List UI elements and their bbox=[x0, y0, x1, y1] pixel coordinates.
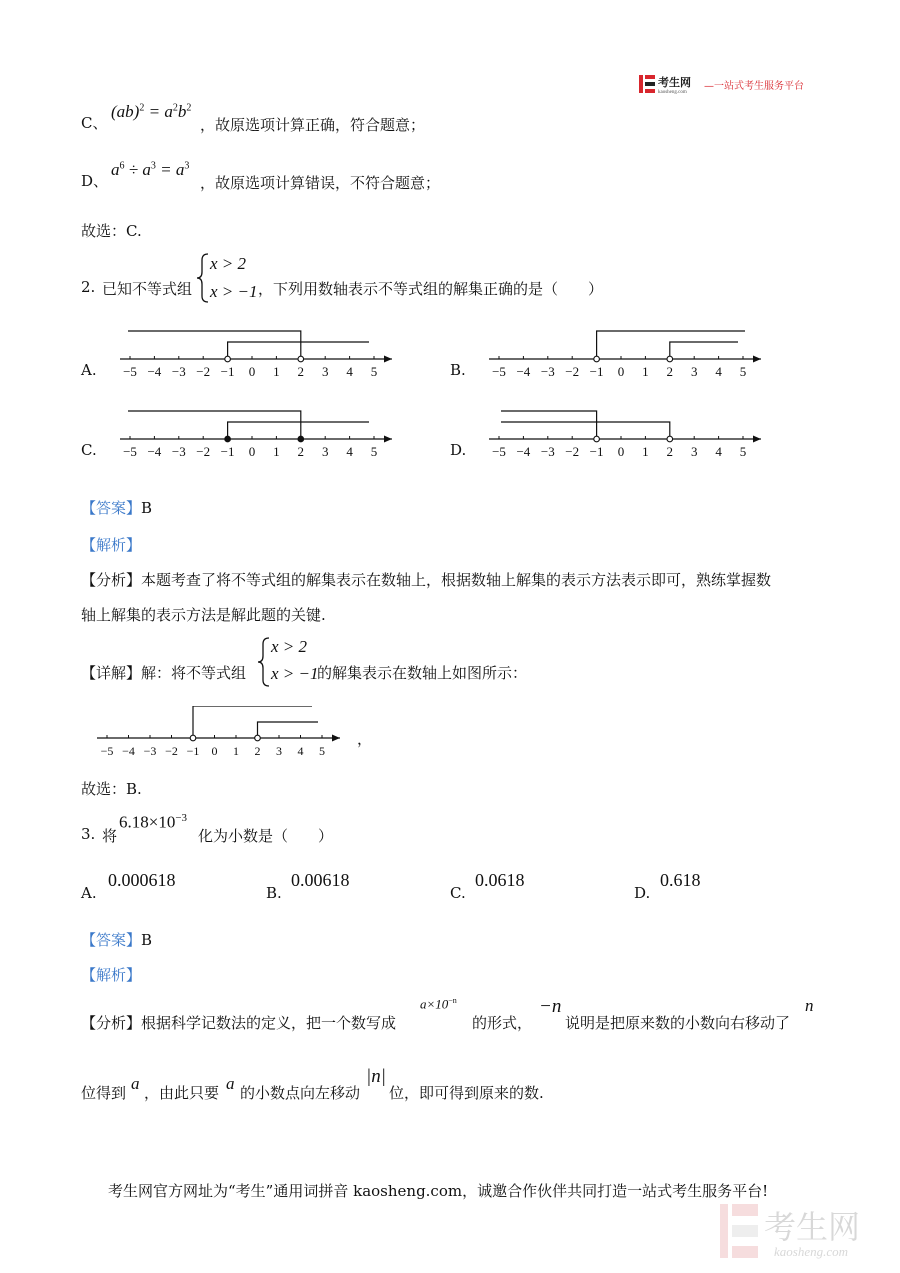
tick-label: 5 bbox=[739, 364, 747, 379]
tick-label: −2 bbox=[196, 364, 211, 379]
tick-label: −3 bbox=[143, 744, 157, 758]
endpoint-dot bbox=[225, 436, 231, 442]
tick-label: 3 bbox=[690, 364, 698, 379]
option-c-text: ，故原选项计算正确，符合题意； bbox=[200, 116, 426, 134]
q2-fenxi-text: 本题考查了将不等式组的解集表示在数轴上，根据数轴上解集的表示方法表示即可，熟练掌握数 bbox=[141, 571, 772, 589]
option-d-text: ，故原选项计算错误，不符合题意； bbox=[200, 174, 441, 192]
q2-option-a-label: A. bbox=[81, 361, 97, 379]
q2-detail-ineq2: x > −1 bbox=[271, 664, 319, 683]
tick-label: 2 bbox=[254, 744, 261, 758]
tick-label: 3 bbox=[321, 364, 329, 379]
q3-fenxi-form-text: a×10 bbox=[420, 996, 449, 1012]
tick-label: 4 bbox=[297, 744, 304, 758]
tick-label: −5 bbox=[492, 364, 506, 379]
q2-detail-line bbox=[81, 662, 246, 683]
q2-option-d-label: D. bbox=[450, 441, 467, 459]
tick-label: −1 bbox=[589, 444, 604, 459]
endpoint-dot bbox=[594, 436, 600, 442]
q2-choose: 故选：B. bbox=[81, 780, 142, 798]
q3-option-c-label: C. bbox=[450, 884, 466, 902]
q3-option-b-value: 0.00618 bbox=[291, 870, 350, 890]
tick-label: −3 bbox=[171, 364, 186, 379]
axis-arrow bbox=[384, 356, 392, 363]
q3-answer-tag: 【答案】 bbox=[81, 931, 142, 949]
q2-detail-tag: 【详解】 bbox=[81, 664, 142, 682]
tick-label: 1 bbox=[642, 444, 649, 459]
tick-label: 2 bbox=[666, 444, 674, 459]
q3-fenxi-form bbox=[420, 996, 457, 1012]
q3-expr-exp: −3 bbox=[175, 812, 188, 824]
tick-label: 4 bbox=[346, 364, 353, 379]
footer-text: 考生网官方网址为“考生”通用词拼音 kaosheng.com，诚邀合作伙伴共同打造一站式考生服务平台! bbox=[108, 1182, 769, 1200]
tick-label: 0 bbox=[617, 444, 625, 459]
solution-ray bbox=[501, 422, 670, 439]
q3-fenxi-n: n bbox=[805, 996, 814, 1015]
axis-arrow bbox=[332, 735, 340, 742]
q3-stem-pre: 将 bbox=[102, 827, 118, 845]
tick-label: 0 bbox=[617, 364, 625, 379]
q3-expression bbox=[119, 812, 187, 833]
q3-answer-line bbox=[81, 929, 152, 950]
q2-stem-pre: 已知不等式组 bbox=[102, 280, 193, 298]
watermark bbox=[718, 1200, 888, 1262]
solution-ray bbox=[258, 722, 319, 738]
svg-text:考生网: 考生网 bbox=[658, 77, 691, 89]
endpoint-dot bbox=[594, 356, 600, 362]
tick-label: −1 bbox=[186, 744, 200, 758]
tick-label: −2 bbox=[196, 444, 211, 459]
tick-label: 5 bbox=[370, 444, 378, 459]
tick-label: −4 bbox=[147, 444, 162, 459]
q3-option-a-value: 0.000618 bbox=[108, 870, 176, 890]
q2-detail-ineq1: x > 2 bbox=[271, 637, 308, 656]
q2-option-c-label: C. bbox=[81, 441, 97, 459]
svg-text:kaosheng.com: kaosheng.com bbox=[774, 1244, 849, 1259]
tick-label: 3 bbox=[690, 444, 698, 459]
header-slogan bbox=[704, 77, 804, 92]
solution-ray bbox=[228, 422, 369, 439]
q2-fenxi-text2: 轴上解集的表示方法是解此题的关键. bbox=[81, 606, 326, 624]
tick-label: −5 bbox=[123, 364, 137, 379]
q3-option-a-label: A. bbox=[81, 884, 97, 902]
prev-choose: 故选：C. bbox=[81, 222, 142, 240]
q2-ineq1: x > 2 bbox=[210, 254, 247, 273]
tick-label: −5 bbox=[492, 444, 506, 459]
q3-answer: B bbox=[141, 931, 153, 949]
q2-answer-tag: 【答案】 bbox=[81, 499, 142, 517]
endpoint-dot bbox=[667, 356, 673, 362]
q2-ineq2: x > −1 bbox=[210, 282, 258, 301]
tick-label: −4 bbox=[147, 364, 162, 379]
q3-fenxi-1: 根据科学记数法的定义，把一个数写成 bbox=[141, 1014, 397, 1032]
option-d-formula: $a^6 \div a^3 = a^3$ bbox=[111, 160, 190, 179]
axis-arrow bbox=[384, 436, 392, 443]
tick-label: 3 bbox=[321, 444, 329, 459]
q3-option-b-label: B. bbox=[266, 884, 282, 902]
option-c-formula: $(ab)^2 = a^2b^2$ bbox=[111, 102, 192, 121]
solution-ray bbox=[128, 411, 301, 439]
q3-line2-3: 的小数点向左移动 bbox=[240, 1084, 361, 1102]
tick-label: −5 bbox=[100, 744, 114, 758]
q2-option-b-label: B. bbox=[450, 361, 466, 379]
endpoint-dot bbox=[298, 436, 304, 442]
q3-fenxi-2: 的形式， bbox=[472, 1014, 533, 1032]
tick-label: 2 bbox=[297, 364, 305, 379]
q2-stem-post: ，下列用数轴表示不等式组的解集正确的是（ ） bbox=[258, 280, 604, 298]
number-line-a bbox=[112, 324, 397, 380]
tick-label: −5 bbox=[123, 444, 137, 459]
tick-label: 4 bbox=[346, 444, 353, 459]
logo-icon bbox=[639, 73, 705, 95]
tick-label: −3 bbox=[171, 444, 186, 459]
tick-label: −3 bbox=[540, 364, 555, 379]
solution-ray bbox=[597, 331, 745, 359]
option-c-line bbox=[81, 112, 107, 133]
tick-label: 5 bbox=[370, 364, 378, 379]
tick-label: 1 bbox=[642, 364, 649, 379]
number-line-b bbox=[481, 324, 766, 380]
tick-label: 1 bbox=[233, 744, 239, 758]
endpoint-dot bbox=[298, 356, 304, 362]
tick-label: −4 bbox=[516, 444, 531, 459]
q2-detail-post: 的解集表示在数轴上如图所示： bbox=[317, 664, 528, 682]
q3-option-c-value: 0.0618 bbox=[475, 870, 525, 890]
q2-detail-brace bbox=[257, 636, 271, 688]
q2-brace bbox=[196, 252, 210, 304]
tick-label: 5 bbox=[739, 444, 747, 459]
q3-line2-a: a bbox=[131, 1074, 140, 1093]
number-line-detail bbox=[90, 706, 352, 762]
tick-label: −1 bbox=[220, 364, 235, 379]
tick-label: 0 bbox=[211, 744, 218, 758]
number-line-d bbox=[481, 404, 766, 460]
tick-label: −3 bbox=[540, 444, 555, 459]
q3-line2-a2: a bbox=[226, 1074, 235, 1093]
q3-fenxi-neg-n: −n bbox=[539, 996, 562, 1017]
svg-text:kaosheng.com: kaosheng.com bbox=[658, 90, 687, 95]
tick-label: 3 bbox=[276, 744, 282, 758]
q3-number: 3. bbox=[81, 825, 96, 843]
axis-arrow bbox=[753, 356, 761, 363]
q3-analysis-tag: 【解析】 bbox=[81, 966, 142, 984]
option-d-label: D、 bbox=[81, 172, 109, 190]
endpoint-dot bbox=[255, 735, 261, 741]
q3-fenxi-form-exp: −n bbox=[448, 996, 457, 1005]
q3-fenxi-3: 说明是把原来数的小数向右移动了 bbox=[565, 1014, 791, 1032]
solution-ray bbox=[501, 411, 597, 439]
svg-text:考生网: 考生网 bbox=[764, 1209, 861, 1245]
tick-label: 1 bbox=[273, 364, 280, 379]
solution-ray bbox=[670, 342, 738, 359]
q3-option-d-label: D. bbox=[634, 884, 651, 902]
q3-expr: 6.18×10 bbox=[119, 812, 176, 832]
q3-fenxi-tag: 【分析】 bbox=[81, 1014, 142, 1032]
solution-ray bbox=[228, 342, 369, 359]
tick-label: 4 bbox=[715, 364, 722, 379]
q3-line2-2: ，由此只要 bbox=[144, 1084, 220, 1102]
tick-label: −2 bbox=[565, 364, 580, 379]
tick-label: 2 bbox=[666, 364, 674, 379]
slogan-text: 一站式考生服务平台 bbox=[714, 81, 804, 92]
tick-label: −1 bbox=[220, 444, 235, 459]
q3-option-d-value: 0.618 bbox=[660, 870, 701, 890]
q3-stem-post: 化为小数是（ ） bbox=[198, 827, 334, 845]
endpoint-dot bbox=[225, 356, 231, 362]
q3-line2-4: 位，即可得到原来的数. bbox=[389, 1084, 544, 1102]
q2-fenxi-line bbox=[81, 569, 771, 590]
q2-detail-pre: 解：将不等式组 bbox=[141, 664, 247, 682]
tick-label: 2 bbox=[297, 444, 305, 459]
tick-label: −4 bbox=[122, 744, 135, 758]
tick-label: −2 bbox=[165, 744, 178, 758]
tick-label: 1 bbox=[273, 444, 280, 459]
endpoint-dot bbox=[190, 735, 196, 741]
solution-ray bbox=[128, 331, 301, 359]
q2-analysis-tag: 【解析】 bbox=[81, 536, 142, 554]
q2-detail-comma: ， bbox=[357, 730, 373, 748]
tick-label: 0 bbox=[248, 364, 256, 379]
q2-fenxi-tag: 【分析】 bbox=[81, 571, 142, 589]
axis-arrow bbox=[753, 436, 761, 443]
tick-label: 5 bbox=[319, 744, 325, 758]
q2-answer-line bbox=[81, 497, 152, 518]
q2-number: 2. bbox=[81, 278, 96, 296]
tick-label: −2 bbox=[565, 444, 580, 459]
q3-fenxi-line bbox=[81, 1012, 396, 1033]
tick-label: 4 bbox=[715, 444, 722, 459]
q2-answer: B bbox=[141, 499, 153, 517]
number-line-c bbox=[112, 404, 397, 460]
option-c-label: C、 bbox=[81, 114, 108, 132]
tick-label: −1 bbox=[589, 364, 604, 379]
tick-label: −4 bbox=[516, 364, 531, 379]
q3-line2-1: 位得到 bbox=[81, 1084, 127, 1102]
watermark-logo-icon bbox=[718, 1200, 888, 1262]
tick-label: 0 bbox=[248, 444, 256, 459]
slogan-dash: — bbox=[704, 81, 714, 92]
header-logo bbox=[639, 73, 705, 95]
endpoint-dot bbox=[667, 436, 673, 442]
q3-line2-abs: |n| bbox=[366, 1066, 386, 1087]
